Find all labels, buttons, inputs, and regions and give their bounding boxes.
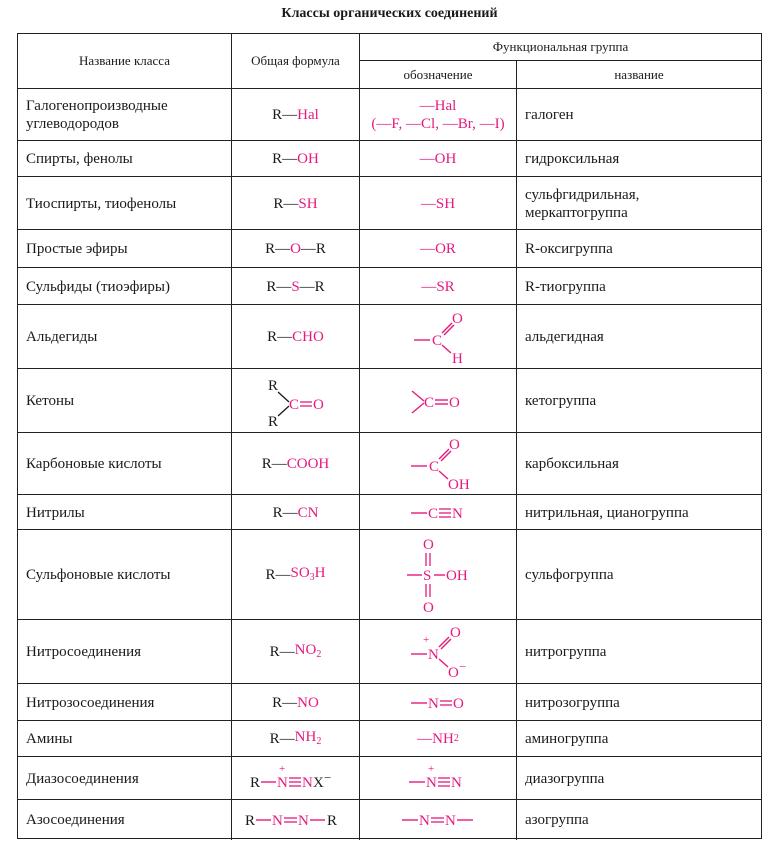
header-row — [18, 34, 761, 88]
functional-group-designation: — OR — [360, 230, 517, 268]
general-formula: R — Hal — [232, 89, 360, 141]
svg-text:R: R — [249, 774, 260, 791]
svg-text:C: C — [428, 505, 439, 522]
sulfo-group-structure — [393, 533, 483, 617]
keto-group-structure — [398, 373, 478, 429]
table-row — [18, 529, 761, 620]
svg-text:N: N — [297, 813, 309, 829]
table-row — [18, 683, 761, 721]
group-name: нитрильная, цианогруппа — [525, 504, 689, 521]
azo-group-structure — [396, 808, 480, 832]
table-row — [18, 432, 761, 495]
nitrile-group-structure — [403, 501, 473, 525]
svg-text:X: X — [312, 774, 324, 791]
class-name: Тиоспирты, тиофенолы — [18, 177, 232, 230]
svg-text:R: R — [267, 414, 278, 430]
group-name: R-оксигруппа — [525, 241, 613, 257]
group-name: галоген — [525, 107, 574, 123]
class-name: Азосоединения — [18, 800, 232, 840]
general-formula: R — NO — [232, 684, 360, 721]
svg-text:+: + — [428, 762, 435, 775]
group-name: нитрозогруппа — [525, 694, 620, 711]
svg-text:O: O — [448, 665, 459, 680]
nitro-group-structure — [395, 624, 481, 680]
svg-text:R: R — [326, 813, 337, 829]
general-formula: R — O — R — [232, 230, 360, 268]
svg-text:O: O — [452, 311, 463, 327]
functional-group-designation — [360, 305, 517, 369]
svg-text:−: − — [459, 659, 467, 674]
svg-text:R: R — [244, 813, 255, 829]
header-functional-group: Функциональная группа — [360, 34, 761, 61]
class-name: Карбоновые кислоты — [18, 433, 232, 495]
general-formula: R — CN — [232, 495, 360, 530]
general-formula: R — $NH_2$ — [232, 721, 360, 757]
class-name: Нитрозосоединения — [18, 684, 232, 721]
group-name: сульфогруппа — [525, 567, 614, 583]
table-row — [18, 756, 761, 800]
svg-text:N: N — [428, 695, 439, 712]
group-name: аминогруппа — [525, 731, 609, 747]
svg-text:S: S — [423, 568, 432, 584]
general-formula: R — SH — [232, 177, 360, 230]
carboxyl-group-structure — [395, 436, 481, 492]
svg-text:O: O — [449, 437, 460, 453]
svg-text:N: N — [301, 774, 313, 791]
header-name: название — [614, 66, 664, 82]
page-title: Классы органических соединений — [281, 6, 498, 21]
functional-group-designation — [360, 433, 517, 495]
table-row — [18, 619, 761, 684]
class-name: Галогенопроизводные углеводородов — [18, 89, 232, 141]
functional-group-designation — [360, 369, 517, 433]
svg-text:H: H — [452, 351, 463, 365]
table-row — [18, 267, 761, 305]
table-row — [18, 304, 761, 369]
functional-group-designation — [360, 495, 517, 530]
general-formula: R — COOH — [232, 433, 360, 495]
general-formula: R — OH — [232, 141, 360, 177]
svg-text:C: C — [424, 395, 435, 411]
table-row — [18, 494, 761, 530]
class-name: Нитросоединения — [18, 620, 232, 684]
svg-text:O: O — [423, 600, 434, 616]
svg-text:C: C — [288, 397, 299, 413]
ketone-formula-structure — [256, 372, 336, 430]
class-name: Альдегиды — [18, 305, 232, 369]
svg-text:N: N — [426, 774, 437, 791]
functional-group-designation — [360, 757, 517, 800]
svg-text:N: N — [419, 813, 430, 829]
svg-text:N: N — [452, 505, 463, 522]
class-name: Сульфоновые кислоты — [18, 530, 232, 620]
functional-group-designation: — NH 2 — [360, 721, 517, 757]
svg-text:O: O — [450, 625, 461, 641]
table-row — [18, 140, 761, 177]
svg-text:−: − — [323, 769, 331, 785]
table-row — [18, 368, 761, 433]
organic-classes-table — [17, 33, 762, 839]
svg-text:C: C — [432, 333, 443, 349]
general-formula — [232, 369, 360, 433]
svg-text:N: N — [271, 813, 283, 829]
functional-group-designation — [360, 620, 517, 684]
general-formula: R — $NO_2$ — [232, 620, 360, 684]
svg-text:O: O — [453, 695, 464, 712]
svg-text:N: N — [451, 774, 462, 791]
header-general-formula: Общая формула — [232, 34, 360, 88]
class-name: Кетоны — [18, 369, 232, 433]
class-name: Сульфиды (тиоэфиры) — [18, 268, 232, 305]
group-name: гидроксильная — [525, 151, 620, 167]
general-formula — [232, 800, 360, 840]
header-designation: обозначение — [360, 61, 517, 88]
azo-formula-structure — [243, 808, 349, 832]
table-row — [18, 799, 761, 840]
svg-text:O: O — [449, 395, 460, 411]
functional-group-designation — [360, 800, 517, 840]
svg-text:OH: OH — [446, 568, 468, 584]
svg-text:C: C — [429, 459, 440, 475]
table-row — [18, 229, 761, 268]
nitroso-group-structure — [403, 691, 473, 715]
header-class-name: Название класса — [18, 34, 232, 88]
aldehyde-group-structure — [398, 309, 478, 365]
svg-text:N: N — [428, 647, 439, 663]
table-row — [18, 720, 761, 757]
functional-group-designation: — OH — [360, 141, 517, 177]
table-row — [18, 88, 761, 141]
functional-group-designation — [360, 530, 517, 620]
general-formula — [232, 757, 360, 800]
class-name: Амины — [18, 721, 232, 757]
svg-text:OH: OH — [448, 477, 470, 492]
group-name: азогруппа — [525, 812, 589, 828]
functional-group-designation: —Hal (—F, —Cl, —Br, —I) — [360, 89, 517, 141]
svg-text:+: + — [423, 634, 430, 646]
svg-text:N: N — [445, 813, 456, 829]
svg-text:+: + — [278, 762, 285, 775]
general-formula: R — S — R — [232, 268, 360, 305]
class-name: Спирты, фенолы — [18, 141, 232, 177]
svg-text:O: O — [312, 397, 324, 413]
group-name: кетогруппа — [525, 393, 597, 409]
group-name: карбоксильная — [525, 456, 619, 472]
group-name: R-тиогруппа — [525, 278, 606, 295]
general-formula: R — CHO — [232, 305, 360, 369]
general-formula: R — $SO_3H$ — [232, 530, 360, 620]
group-name: нитрогруппа — [525, 644, 607, 660]
class-name: Диазосоединения — [18, 757, 232, 800]
group-name: альдегидная — [525, 329, 604, 345]
functional-group-designation: — SR — [360, 268, 517, 305]
functional-group-designation: — SH — [360, 177, 517, 230]
svg-text:R: R — [267, 378, 278, 394]
functional-group-designation — [360, 684, 517, 721]
diazo-group-structure — [401, 761, 475, 797]
diazo-formula-structure — [246, 761, 346, 797]
svg-text:N: N — [276, 774, 288, 791]
svg-text:O: O — [423, 537, 434, 553]
group-name: диазогруппа — [525, 770, 605, 787]
class-name: Простые эфиры — [18, 230, 232, 268]
class-name: Нитрилы — [18, 495, 232, 530]
group-name: сульфгидрильная, меркаптогруппа — [525, 186, 640, 221]
table-row — [18, 176, 761, 230]
